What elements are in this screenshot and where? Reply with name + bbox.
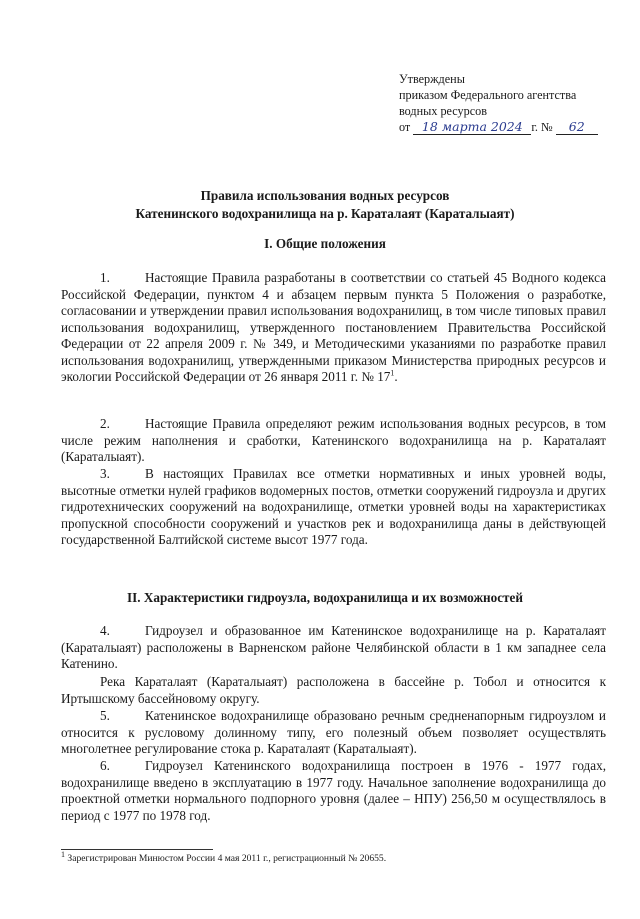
paragraph-5 [61, 708, 606, 758]
document-title [60, 187, 590, 223]
paragraph-number: 6. [100, 758, 110, 773]
paragraph-text: Река Караталаят (Караталыаят) расположена в бассейне р. Тобол и относится к Иртышскому бассейновому округу. [61, 674, 606, 706]
paragraph-3 [61, 466, 606, 549]
paragraph-text: Настоящие Правила определяют режим использования водных ресурсов, в том числе режим наполнения и сработки, Катенинского водохранилища на р. Караталаят (Караталыаят). [61, 416, 606, 464]
paragraph-number: 1. [100, 270, 110, 285]
handwritten-date: 18 марта 2024 [421, 119, 523, 134]
paragraph-4 [61, 623, 606, 673]
approval-from-label: от [399, 120, 411, 134]
title-line-1: Правила использования водных ресурсов [200, 188, 450, 203]
paragraph-text: Гидроузел и образованное им Катенинское водохранилище на р. Караталаят (Караталыаят) расположены в Варненском районе Челябинской области в 1 км западнее села Катенино. [61, 623, 606, 671]
paragraph-text: Гидроузел Катенинского водохранилища построен в 1976 - 1977 годах, водохранилище введено в эксплуатацию в 1977 году. Начальное заполнение водохранилища до проектной отметки нормального подпорного уровня (далее – НПУ) 256,50 м осуществлялось в период с 1977 по 1978 год. [61, 758, 606, 823]
footnote [61, 849, 606, 865]
paragraph-6 [61, 758, 606, 824]
title-line-2: Катенинского водохранилища на р. Караталаят (Караталыаят) [135, 206, 515, 221]
paragraph-text: В настоящих Правилах все отметки нормативных и иных уровней воды, высотные отметки нулей графиков водомерных постов, отметки сооружений гидроузла и других гидротехнических сооружений на водохранилище, отметки уровней воды на характеристиках пропускной способности сооружений и участков рек и водохранилища даны в действующей государственной Балтийской системе высот 1977 года. [61, 466, 606, 547]
section-2-heading: II. Характеристики гидроузла, водохранилища и их возможностей [126, 590, 523, 605]
footnote-mark: 1 [61, 849, 65, 859]
approval-date-field [413, 120, 531, 135]
paragraph-text: Катенинское водохранилище образовано речным средненапорным гидроузлом и относится к русловому долинному типу, его полезный объем позволяет осуществлять многолетнее регулирование стока р. Караталаят (Караталыаят). [61, 708, 606, 756]
paragraph-tail: . [394, 369, 398, 384]
approval-number-field [556, 120, 598, 135]
paragraph-4-continued [61, 674, 606, 707]
approval-line-2: приказом Федерального агентства [399, 88, 577, 102]
footnote-text: Зарегистрирован Минюстом России 4 мая 2011 г., регистрационный № 20655. [67, 853, 387, 864]
paragraph-2 [61, 416, 606, 466]
approval-line-1: Утверждены [399, 72, 465, 86]
footnote-ref: 1 [390, 368, 395, 378]
paragraph-number: 3. [100, 466, 110, 481]
section-1-heading: I. Общие положения [264, 236, 386, 251]
paragraph-text: Настоящие Правила разработаны в соответствии со статьей 45 Водного кодекса Российской Федерации, пунктом 4 и абзацем первым пункта 5 Положения о разработке, согласовании и утверждении правил использования водохранилищ, в том числе типовых правил использования водохранилищ, утвержденного постановлением Правительства Российской Федерации от 22 апреля 2009 г. № 349, и Методическими указаниями по разработке правил использования водохранилищ, утвержденными приказом Министерства природных ресурсов и экологии Российской Федерации от 26 января 2011 г. № 17 [61, 270, 606, 384]
paragraph-1 [61, 270, 606, 386]
approval-year-number-label: г. № [531, 120, 553, 134]
approval-line-3: водных ресурсов [399, 104, 487, 118]
paragraph-number: 5. [100, 708, 110, 723]
approval-block [399, 71, 609, 135]
paragraph-number: 4. [100, 623, 110, 638]
footnote-divider [61, 849, 213, 850]
approval-date-line [399, 119, 609, 135]
paragraph-number: 2. [100, 416, 110, 431]
handwritten-number: 62 [568, 119, 585, 134]
